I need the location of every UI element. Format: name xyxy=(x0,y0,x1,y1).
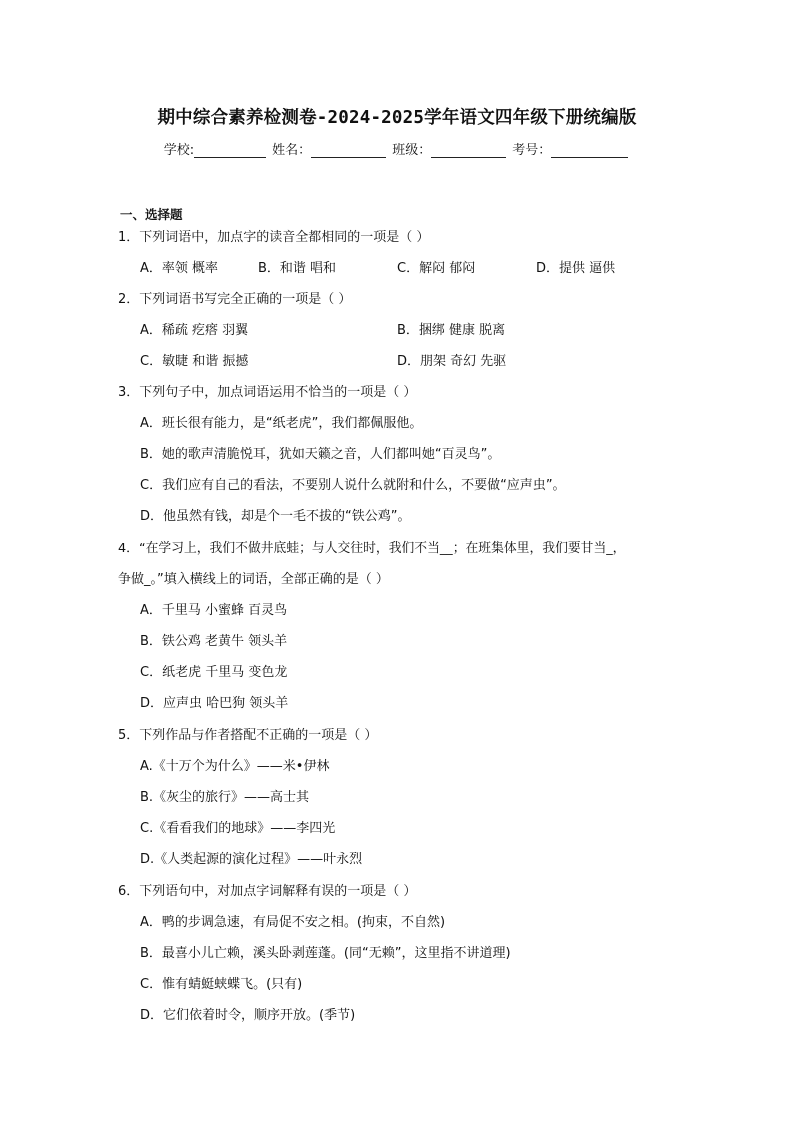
q6-stem: 6．下列语句中，对加点字词解释有误的一项是（ ） xyxy=(118,884,417,899)
q5-stem: 5．下列作品与作者搭配不正确的一项是（ ） xyxy=(118,728,378,743)
section-heading: 一、选择题 xyxy=(120,207,183,222)
q4-option-b[interactable]: B．铁公鸡 老黄牛 领头羊 xyxy=(140,634,288,649)
q3-option-d[interactable]: D．他虽然有钱，却是个一毛不拔的“铁公鸡”。 xyxy=(140,509,411,524)
q1-option-c[interactable]: C．解闷 郁闷 xyxy=(397,261,476,276)
q2-stem: 2．下列词语书写完全正确的一项是（ ） xyxy=(118,292,352,307)
school-label: 学校: xyxy=(163,143,195,158)
name-blank[interactable] xyxy=(311,143,386,158)
q2-option-b[interactable]: B．捆绑 健康 脱离 xyxy=(397,323,506,338)
q4-option-d[interactable]: D．应声虫 哈巴狗 领头羊 xyxy=(140,696,289,711)
q1-stem: 1．下列词语中，加点字的读音全都相同的一项是（ ） xyxy=(118,230,430,245)
number-blank[interactable] xyxy=(551,143,628,158)
page-title: 期中综合素养检测卷-2024-2025学年语文四年级下册统编版 xyxy=(157,108,637,128)
name-label: 姓名： xyxy=(272,143,312,158)
q5-option-c[interactable]: C.《看看我们的地球》——李四光 xyxy=(140,821,336,836)
q1-option-b[interactable]: B．和谐 唱和 xyxy=(258,261,337,276)
q4-stem-line2: 争做_。”填入横线上的词语，全部正确的是（ ） xyxy=(118,572,389,587)
number-label: 考号： xyxy=(512,143,552,158)
class-label: 班级： xyxy=(392,143,432,158)
school-blank[interactable] xyxy=(194,143,266,158)
q6-option-d[interactable]: D．它们依着时令，顺序开放。(季节) xyxy=(140,1008,356,1023)
q3-stem: 3．下列句子中，加点词语运用不恰当的一项是（ ） xyxy=(118,385,417,400)
q4-option-c[interactable]: C．纸老虎 千里马 变色龙 xyxy=(140,665,288,680)
q5-option-a[interactable]: A.《十万个为什么》——米•伊林 xyxy=(140,759,330,774)
q3-option-b[interactable]: B．她的歌声清脆悦耳，犹如天籁之音，人们都叫她“百灵鸟”。 xyxy=(140,447,501,462)
q1-option-d[interactable]: D．提供 逼供 xyxy=(536,261,616,276)
q5-option-b[interactable]: B.《灰尘的旅行》——高士其 xyxy=(140,790,310,805)
q2-option-a[interactable]: A．稀疏 疙瘩 羽翼 xyxy=(140,323,249,338)
q5-option-d[interactable]: D.《人类起源的演化过程》——叶永烈 xyxy=(140,852,363,867)
q4-option-a[interactable]: A．千里马 小蜜蜂 百灵鸟 xyxy=(140,603,288,618)
q6-option-c[interactable]: C．惟有蜻蜓蛱蝶飞。(只有) xyxy=(140,977,303,992)
q3-option-a[interactable]: A．班长很有能力，是“纸老虎”，我们都佩服他。 xyxy=(140,416,423,431)
student-info-row xyxy=(0,139,794,158)
q3-option-c[interactable]: C．我们应有自己的看法，不要别人说什么就附和什么，不要做“应声虫”。 xyxy=(140,478,566,493)
q4-stem-line1: 4．“在学习上，我们不做井底蛙；与人交往时，我们不当__；在班集体里，我们要甘当_， xyxy=(118,541,626,556)
q1-option-a[interactable]: A．率领 概率 xyxy=(140,261,219,276)
q2-option-c[interactable]: C．敏睫 和谐 振撼 xyxy=(140,354,249,369)
q6-option-b[interactable]: B．最喜小儿亡赖，溪头卧剥莲蓬。(同“无赖”，这里指不讲道理) xyxy=(140,946,511,961)
class-blank[interactable] xyxy=(431,143,506,158)
q2-option-d[interactable]: D．朋架 奇幻 先驱 xyxy=(397,354,507,369)
q6-option-a[interactable]: A．鸭的步调急速，有局促不安之相。(拘束，不自然) xyxy=(140,915,446,930)
